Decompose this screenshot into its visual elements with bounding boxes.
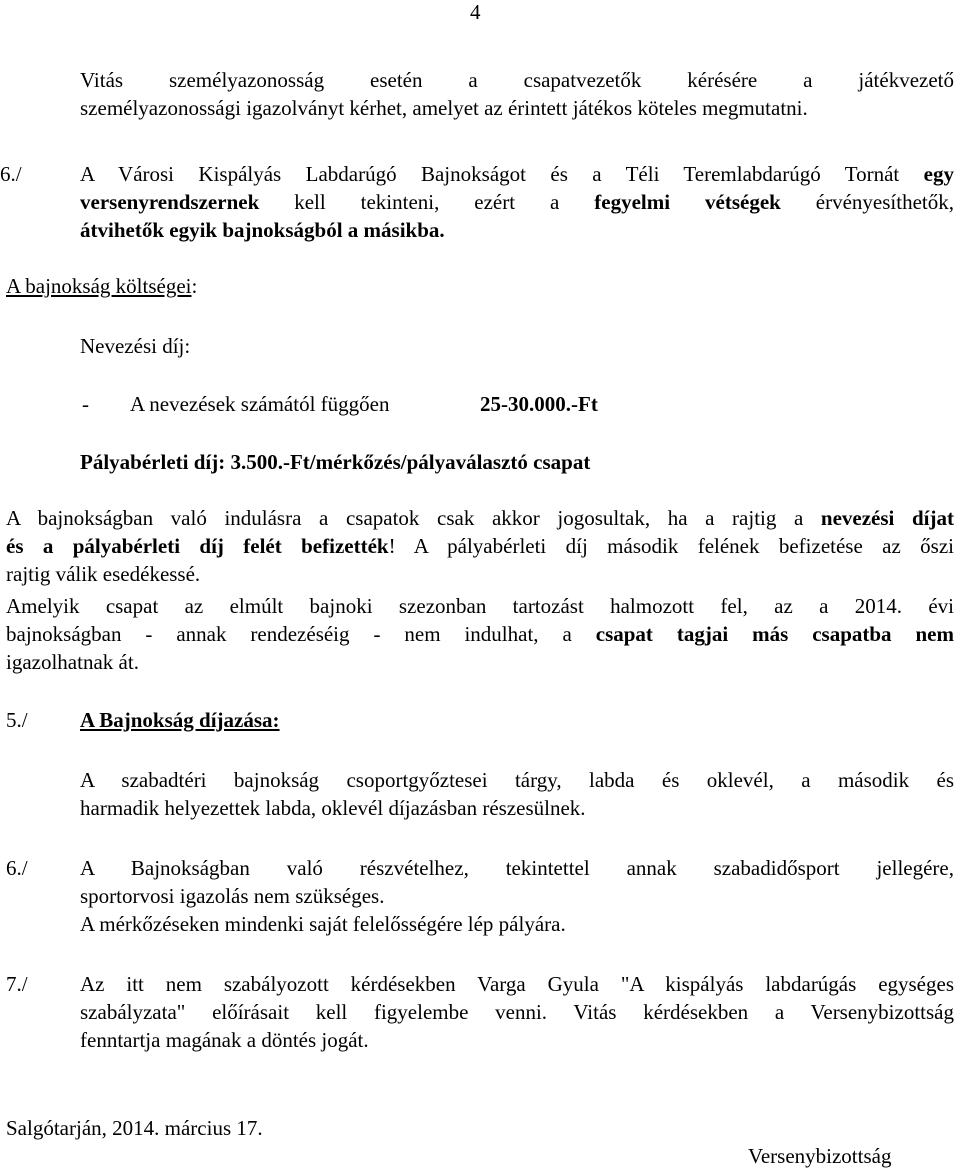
- text-line: személyazonossági igazolványt kérhet, amelyet az érintett játékos köteles megmutatni.: [80, 96, 808, 120]
- text-run: bajnokságban - annak rendezéséig - nem indulhat, a: [6, 622, 596, 646]
- text-line: sportorvosi igazolás nem szükséges.: [80, 884, 385, 908]
- signature-committee: Versenybizottság: [748, 1144, 892, 1168]
- text-line: A mérkőzéseken mindenki saját felelősségére lép pályára.: [80, 912, 566, 936]
- text-line: A szabadtéri bajnokság csoportgyőztesei tárgy, labda és oklevél, a második és: [80, 768, 954, 792]
- text-line: szabályzata" előírásait kell figyelembe venni. Vitás kérdésekben a Versenybizottság: [80, 1000, 954, 1024]
- pitch-fee: Pályabérleti díj: 3.500.-Ft/mérkőzés/pályaválasztó csapat: [80, 450, 591, 474]
- heading-text: A bajnokság költségei: [6, 274, 192, 298]
- text-run: A Városi Kispályás Labdarúgó Bajnokságot és a Téli Teremlabdarúgó Tornát: [80, 162, 924, 186]
- entry-fee-amount: 25-30.000.-Ft: [480, 392, 598, 416]
- paragraph-debt-rule: [6, 592, 954, 676]
- section-number: 6./: [0, 162, 22, 186]
- heading-colon: :: [191, 274, 198, 298]
- text-line: átvihetők egyik bajnokságból a másikba.: [80, 218, 445, 242]
- paragraph-varga-rules: [80, 970, 954, 1054]
- text-line: Az itt nem szabályozott kérdésekben Varga Gyula "A kispályás labdarúgás egységes: [80, 972, 954, 996]
- text-line: fenntartja magának a döntés jogát.: [80, 1028, 369, 1052]
- emphasis-text: versenyrendszernek: [80, 190, 260, 214]
- paragraph-identity-check: [80, 66, 954, 122]
- text-line: Vitás személyazonosság esetén a csapatvezetők kérésére a játékvezető: [80, 68, 954, 92]
- costs-heading: [6, 272, 197, 300]
- text-line: [6, 620, 954, 648]
- text-line: harmadik helyezettek labda, oklevél díjazásban részesülnek.: [80, 796, 586, 820]
- text-line: Amelyik csapat az elmúlt bajnoki szezonban tartozást halmozott fel, az a 2014. évi: [6, 594, 954, 618]
- text-run: kell tekinteni, ezért a: [259, 190, 595, 214]
- emphasis-text: csapat tagjai más csapatba nem: [595, 622, 954, 646]
- section-number: 7./: [6, 972, 28, 996]
- text-line: A Bajnokságban való részvételhez, tekintettel annak szabadidősport jellegére,: [80, 856, 954, 880]
- text-line: [6, 532, 954, 560]
- text-run: A bajnokságban való indulásra a csapatok csak akkor jogosultak, ha a rajtig a: [6, 506, 821, 530]
- text-run: érvényesíthetők,: [780, 190, 954, 214]
- emphasis-text: egy: [923, 162, 954, 186]
- entry-fee-description: A nevezések számától függően: [130, 392, 390, 416]
- awards-heading: A Bajnokság díjazása:: [80, 708, 280, 732]
- entry-fee-label: Nevezési díj:: [80, 334, 191, 358]
- text-line: [6, 504, 954, 532]
- emphasis-text: és a pályabérleti díj felét befizették: [6, 534, 389, 558]
- text-run: ! A pályabérleti díj második felének befizetése az őszi: [388, 534, 954, 558]
- text-line: [80, 188, 954, 216]
- emphasis-text: fegyelmi vétségek: [594, 190, 781, 214]
- section-number: 5./: [6, 708, 28, 732]
- paragraph-awards: [80, 766, 954, 822]
- section-number: 6./: [6, 856, 28, 880]
- text-line: [80, 160, 954, 188]
- text-line: igazolhatnak át.: [6, 650, 139, 674]
- paragraph-start-conditions: [6, 504, 954, 588]
- text-line: rajtig válik esedékessé.: [6, 562, 201, 586]
- paragraph-medical: [80, 854, 954, 938]
- signature-place-date: Salgótarján, 2014. március 17.: [6, 1116, 263, 1140]
- page-number: 4: [470, 0, 481, 24]
- list-bullet: -: [82, 392, 89, 416]
- emphasis-text: nevezési díjat: [820, 506, 954, 530]
- paragraph-one-competition-system: [80, 160, 954, 244]
